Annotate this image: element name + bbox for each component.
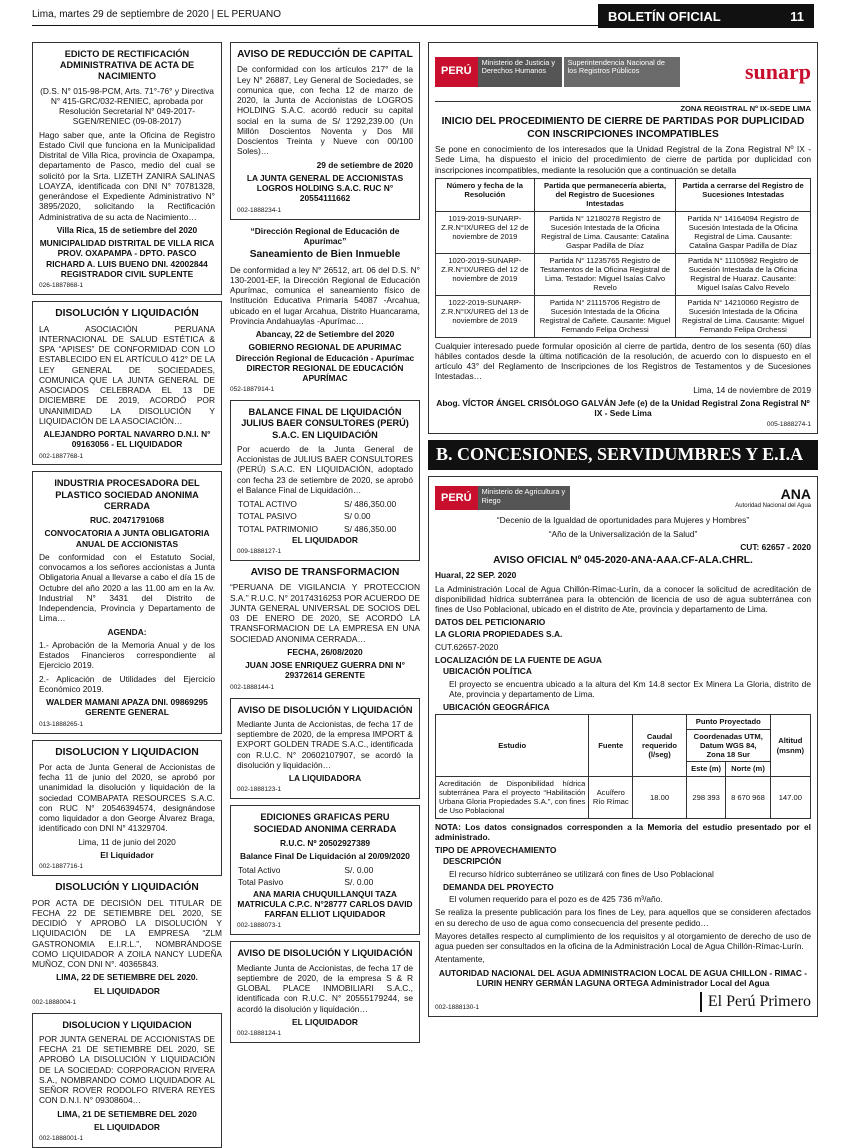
- notice-corporacion: [32, 1013, 222, 1148]
- agenda-item: 2.- Aplicación de Utilidades del Ejercicio Económico 2019.: [39, 673, 215, 694]
- notice-saneamiento: [230, 226, 420, 395]
- notice-body: Mediante Junta de Accionistas, de fecha 17 de septiembre de 2020, de la empresa S & R GLOBAL PLACE INMOBILIARI S.A.C., identificada con R.U.C. N° 20555179244, se acordó la disolución y liquidación…: [237, 962, 413, 1014]
- balance-value: S/. 0.00: [344, 865, 374, 876]
- balance-label: Total Activo: [238, 865, 281, 876]
- table-row: [436, 776, 811, 818]
- table-header: Partida a cerrarse del Registro de Sucesiones Intestadas: [676, 178, 811, 211]
- notice-title: INDUSTRIA PROCESADORA DEL PLASTICO SOCIEDAD ANONIMA CERRADA: [54, 478, 200, 511]
- balance-value: S/. 0.00: [344, 877, 374, 888]
- notice-global: [230, 941, 420, 1043]
- notice-title: AVISO DE TRANSFORMACION: [250, 567, 400, 579]
- notice-date: LIMA, 21 DE SETIEMBRE DEL 2020: [57, 1108, 197, 1119]
- notice-balance: [230, 400, 420, 561]
- notice-subtitle: Balance Final De Liquidación al 20/09/2020: [240, 850, 410, 861]
- ana-brand-sub: Autoridad Nacional del Agua: [735, 503, 811, 510]
- use-description: El recurso hídrico subterráneo se utilizará con fines de Uso Poblacional: [449, 868, 714, 879]
- column-1: [32, 42, 222, 1143]
- section-name: BOLETÍN OFICIAL: [608, 8, 721, 24]
- notice-combapata: [32, 740, 222, 877]
- north-cell: 8 670 968: [726, 776, 770, 818]
- balance-value: S/ 486,350.00: [344, 523, 397, 534]
- notice-signer: ALEJANDRO PORTAL NAVARRO D.N.I. N° 09163056 - EL LIQUIDADOR: [43, 429, 211, 450]
- balance-label: Total Pasivo: [238, 877, 284, 888]
- notice-signer: WALDER MAMANI APAZA DNI. 09869295 GERENTE GENERAL: [46, 697, 208, 718]
- page-header: [0, 0, 850, 38]
- notice-signer: AUTORIDAD NACIONAL DEL AGUA ADMINISTRACION LOCAL DE AGUA CHILLON - RIMAC - LURIN HENRY GERMÁN LAGUNA ORTEGA Administrador Local del Agua: [438, 967, 808, 988]
- year-motto: “Año de la Universalización de la Salud”: [548, 528, 698, 539]
- notice-ref: 002-1887768-1: [39, 452, 84, 460]
- ministry-label: Ministerio de Justicia y Derechos Humanos: [478, 57, 562, 87]
- notice-ref: 026-1887868-1: [39, 282, 84, 290]
- open-partida-cell: Partida N° 11235765 Registro de Testamentos de la Oficina Registral de Lima. Testador: Miguel Isaías Calvo Revelo: [534, 253, 676, 295]
- cut-number: CUT: 62657 - 2020: [740, 541, 811, 552]
- notice-apises: [32, 301, 222, 465]
- resolution-cell: 1020-2019-SUNARP-Z.R.N°IX/UREG del 12 de noviembre de 2019: [436, 253, 535, 295]
- flow-cell: 18.00: [633, 776, 687, 818]
- table-header: Caudal requerido (l/seg): [633, 715, 687, 776]
- notice-title: AVISO DE REDUCCIÓN DE CAPITAL: [237, 49, 413, 60]
- table-row: [436, 253, 811, 295]
- notice-title: AVISO OFICIAL Nº 045-2020-ANA-AAA.CF-ALA.CHRL.: [493, 555, 753, 567]
- section-heading: B. CONCESIONES, SERVIDUMBRES Y E.I.A: [428, 440, 818, 470]
- section-label: LOCALIZACIÓN DE LA FUENTE DE AGUA: [435, 655, 602, 666]
- notice-title: Saneamiento de Bien Inmueble: [249, 249, 401, 261]
- notice-date: 29 de setiembre de 2020: [316, 159, 413, 170]
- notice-body: De conformidad con el Estatuto Social, convocamos a los señores accionistas a Junta Obligatoria Anual a llevarse a cabo el día 15 de Octubre del año 2020 a las 11.00 am en la Av. Industrial N° 3431 del Distrito de Independencia, Provincia y Departamento de Lima…: [39, 551, 215, 624]
- notice-sunarp: [428, 42, 818, 434]
- sunarp-brand: sunarp: [744, 58, 811, 84]
- table-header-row: [436, 178, 811, 211]
- peru-flag-label: PERÚ: [435, 57, 478, 87]
- notice-title: AVISO DE DISOLUCIÓN Y LIQUIDACIÓN: [237, 704, 413, 715]
- ana-brand: ANA: [780, 486, 811, 503]
- close-partida-cell: Partida N° 11105982 Registro de Sucesión Intestada de la Oficina Registral de Huaraz. Causante: Miguel Isaías Calvo Revelo: [676, 253, 811, 295]
- notice-signer: Abog. VÍCTOR ÁNGEL CRISÓLOGO GALVÁN Jefe (e) de la Unidad Registral Zona Registral Nº IX - Sede Lima: [436, 397, 810, 419]
- balance-value: S/ 486,350.00: [344, 499, 397, 510]
- close-partida-cell: Partida N° 14210060 Registro de Sucesión Intestada de la Oficina Registral de Lima. Causante: Miguel Fernando Felipa Orchessi: [676, 295, 811, 337]
- notice-title: EDICTO DE RECTIFICACIÓN ADMINISTRATIVA DE ACTA DE NACIMIENTO: [59, 49, 195, 82]
- notice-date: Abancay, 22 de Setiembre del 2020: [255, 329, 395, 340]
- notice-ref: 052-1887914-1: [230, 386, 275, 394]
- notice-body: De conformidad a ley N° 26512, art. 06 del D.S. N° 130-2001-EF, la Dirección Regional de Educación Apurímac, comunica el saneamiento físico de Institución Educativa Primaria 54087 -Arcahua, ubicado en el lugar Arcahua, Distrito Huancarama, Provincia Andahuaylas -Apurímac…: [230, 264, 420, 326]
- gov-logo: [435, 57, 680, 87]
- notice-place: Villa Rica, 15 de setiembre del 2020: [56, 224, 198, 235]
- notice-intro: Se pone en conocimiento de los interesados que la Unidad Registral de la Zona Registral Nº IX - Sede Lima, ha dispuesto el inicio del procedimiento de cierre de partida por duplicidad con inscripciones incompatibles, mediante la resolución que a continuación se detalla: [435, 144, 811, 175]
- close-partida-cell: Partida N° 14164094 Registro de Sucesión Intestada de la Oficina Registral de Lima. Causante: Catalina Gaspar Padilla de Díaz: [676, 211, 811, 253]
- notice-body: Mediante Junta de Accionistas, de fecha 17 de septiembre de 2020, de la empresa IMPORT & EXPORT GOLDEN TRADE S.A.C., identificada con R.U.C. N° 20602107907, se acordó la disolución y liquidación…: [237, 718, 413, 770]
- agenda-item: 1.- Aprobación de la Memoria Anual y de los Estados Financieros correspondiente al Ejercicio 2019.: [39, 639, 215, 671]
- balance-row: [237, 523, 413, 535]
- open-partida-cell: Partida N° 12180278 Registro de Sucesión Intestada de la Oficina Registral de Lima. Causante: Catalina Gaspar Padilla de Díaz: [534, 211, 676, 253]
- ana-logo: [735, 486, 811, 510]
- balance-table: [237, 498, 413, 535]
- table-header: Coordenadas UTM, Datum WGS 84, Zona 18 Sur: [686, 729, 770, 762]
- notice-ref: 002-1887716-1: [39, 863, 84, 871]
- table-header: Punto Proyectado: [686, 715, 770, 729]
- notice-date: Huaral, 22 SEP. 2020: [435, 570, 517, 581]
- notice-body: LA ASOCIACIÓN PERUANA INTERNACIONAL DE SALUD ESTÉTICA & SPA “APISES” DE CONFORMIDAD CON LO ESTABLECIDO EN EL ARTÍCULO 412° DE LA LEY GENERAL DE SOCIEDADES, COMUNICA QUE LA JUNTA GENERAL DE ASOCIADOS CELEBRADA EL 13 DE DICIEMBRE DE 2019, ACORDÓ POR UNANIMIDAD LA DISOLUCIÓN Y LIQUIDACIÓN DE LA ASOCIACIÓN…: [39, 323, 215, 426]
- table-header: Norte (m): [726, 762, 770, 776]
- date-line: Lima, martes 29 de septiembre de 2020 | EL PERUANO: [32, 9, 282, 20]
- table-header: Número y fecha de la Resolución: [436, 178, 535, 211]
- study-cell: Acreditación de Disponibilidad hídrica subterránea Para el proyecto “Habilitación Urbana Gloria Propiedades S.A.”, con fines de Uso Poblacional: [436, 776, 589, 818]
- notice-intro: La Administración Local de Agua Chillón-Rímac-Lurín, da a conocer la solicitud de acreditación de disponibilidad hídrica subterránea para la obtención de licencia de uso de agua subterránea con fines de Uso Poblacional, ubicado en el distrito de Ate, provincia y departamento de Lima.: [435, 583, 811, 615]
- notice-signer: EL LIQUIDADOR: [292, 1016, 358, 1027]
- column-3: [428, 42, 818, 1058]
- agenda-label: AGENDA:: [107, 626, 147, 637]
- altitude-cell: 147.00: [770, 776, 810, 818]
- notice-signer: El Liquidador: [100, 849, 154, 860]
- gov-logo: [435, 486, 570, 510]
- notice-signer: MUNICIPALIDAD DISTRITAL DE VILLA RICA PROV. OXAPAMPA - DPTO. PASCO RICHARD A. LUIS BUENO DNI. 42002844 REGISTRADOR CIVIL SUPLENTE: [39, 238, 215, 279]
- balance-label: TOTAL ACTIVO: [238, 499, 297, 510]
- balance-row: [237, 864, 413, 876]
- notice-title: AVISO DE DISOLUCIÓN Y LIQUIDACIÓN: [237, 948, 413, 959]
- section-band: [598, 4, 814, 28]
- notice-signer: GOBIERNO REGIONAL DE APURIMAC Dirección Regional de Educación - Apurímac DIRECTOR REGIONAL DE EDUCACIÓN APURÍMAC: [235, 342, 415, 384]
- balance-row: [237, 510, 413, 522]
- notice-body: Por acuerdo de la Junta General de Accionistas de JULIUS BAER CONSULTORES (PERÚ) S.A.C. EN LIQUIDACIÓN, adoptado con fecha 23 de setiembre de 2020, se aprobó el Balance Final de Liquidación…: [237, 443, 413, 495]
- notice-zlm: [32, 882, 222, 1007]
- table-note: NOTA: Los datos consignados corresponden a la Memoria del estudio presentado por el administrado.: [435, 821, 811, 842]
- table-row: [436, 295, 811, 337]
- notice-kicker: “Dirección Regional de Educación de Apurímac”: [250, 225, 400, 246]
- notice-outro: Cualquier interesado puede formular oposición al cierre de partida, dentro de los sesenta (60) días hábiles contados desde la última notificación de la resolución, de acuerdo con lo dispuesto en el artículo 43° del Reglamento de Inscripciones de los Registros de Testamentos y de Sucesiones Intestadas…: [435, 340, 811, 382]
- demand-description: El volumen requerido para el pozo es de 425 736 m³/año.: [449, 894, 663, 905]
- table-header: Estudio: [436, 715, 589, 776]
- notice-signer: JUAN JOSE ENRIQUEZ GUERRA DNI N° 29372614 GERENTE: [245, 660, 405, 681]
- political-location: El proyecto se encuentra ubicado a la altura del Km 14.8 sector Ex Minera La Gloria, distrito de Ate, provincia y departamento de Lima.: [449, 678, 811, 699]
- notice-signer: EL LIQUIDADOR: [94, 985, 160, 996]
- notice-ref: 002-1888130-1: [435, 1003, 480, 1011]
- footer-brand: El Perú Primero: [700, 992, 811, 1012]
- table-header-row: [436, 715, 811, 729]
- notice-body: De conformidad con los artículos 217° de la Ley N° 26887, Ley General de Sociedades, se comunica que, con fecha 12 de marzo de 2020, la Junta de Accionistas de LOGROS HOLDING S.A.C. acordó reducir su capital social en la suma de S/ 1'292,239.00 (Un Millón Doscientos Noventa y Dos Mil Doscientos Treinta y Nueve con 00/100 Soles)…: [237, 64, 413, 157]
- notice-signer: EL LIQUIDADOR: [94, 1121, 160, 1132]
- notice-ref: 002-1888001-1: [39, 1135, 84, 1143]
- subsection-label: DEMANDA DEL PROYECTO: [443, 881, 554, 892]
- table-header: Partida que permanecería abierta, del Registro de Sucesiones Intestadas: [534, 178, 676, 211]
- sunarp-logo-strip: [435, 43, 811, 102]
- use-list: [435, 856, 811, 866]
- balance-table: [237, 864, 413, 889]
- notice-date: Lima, 11 de junio del 2020: [78, 836, 176, 847]
- closing: Atentamente,: [435, 954, 485, 965]
- petitioner-name: LA GLORIA PROPIEDADES S.A.: [435, 628, 563, 639]
- notice-ref: 002-1888234-1: [237, 206, 282, 214]
- resolution-cell: 1019-2019-SUNARP-Z.R.N°IX/UREG del 12 de noviembre de 2019: [436, 211, 535, 253]
- notice-ref: 002-1888123-1: [237, 786, 282, 794]
- notice-ref: 002-1888124-1: [237, 1030, 282, 1038]
- ministry-label: Ministerio de Agricultura y Riego: [478, 486, 570, 510]
- notice-title: DISOLUCION Y LIQUIDACION: [55, 746, 199, 758]
- balance-label: TOTAL PATRIMONIO: [238, 523, 319, 534]
- notice-body: “PERUANA DE VIGILANCIA Y PROTECCION S.A.” R.U.C. N° 20174316253 POR ACUERDO DE JUNTA GENERAL UNIVERSAL DE SOCIOS DEL 03 DE ENERO DE 2020, SE ACORDÓ LA TRANSFORMACION DE LA EMPRESA EN UNA SOCIEDAD ANONIMA CERRADA…: [230, 582, 420, 644]
- notice-date: FECHA, 26/08/2020: [287, 646, 363, 657]
- column-2: [230, 42, 420, 1058]
- notice-body: POR JUNTA GENERAL DE ACCIONISTAS DE FECHA 21 DE SETIEMBRE DEL 2020, SE APROBÓ LA DISOLUCIÓN Y LIQUIDACIÓN DE LA SOCIEDAD: CORPORACION RIVERA S.A., NOMBRANDO COMO LIQUIDADOR AL SEÑOR ROVER RODOLFO RIVERA REYES CON D.N.I. N° 09308604…: [39, 1033, 215, 1106]
- notice-title: EDICIONES GRAFICAS PERU SOCIEDAD ANONIMA CERRADA: [253, 812, 397, 834]
- notice-title: DISOLUCIÓN Y LIQUIDACIÓN: [55, 308, 199, 320]
- notice-ref: 002-1888073-1: [237, 922, 282, 930]
- section-label: TIPO DE APROVECHAMIENTO: [435, 845, 557, 856]
- notice-ref: 005-1888274-1: [766, 421, 811, 429]
- notice-rectificacion: [32, 42, 222, 295]
- notice-ruc: R.U.C. Nº 20502927389: [279, 837, 371, 848]
- notice-transformacion: [230, 567, 420, 692]
- notice-date: LIMA, 22 DE SETIEMBRE DEL 2020.: [56, 972, 198, 983]
- table-header: Este (m): [686, 762, 725, 776]
- zone-label: ZONA REGISTRAL Nº IX-SEDE LIMA: [680, 104, 811, 113]
- notice-signer: EL LIQUIDADOR: [292, 534, 358, 545]
- notice-graficas: [230, 805, 420, 935]
- sunarp-logo: [745, 59, 811, 86]
- notice-ref: 009-1888127-1: [237, 548, 282, 556]
- notice-reduccion: [230, 42, 420, 220]
- notice-title: BALANCE FINAL DE LIQUIDACIÓN JULIUS BAER CONSULTORES (PERÚ) S.A.C. EN LIQUIDACIÓN: [241, 407, 409, 440]
- notice-footer: [435, 992, 811, 1012]
- notice-ana: [428, 476, 818, 1016]
- superintendency-label: Superintendencia Nacional de los Registros Públicos: [564, 57, 680, 87]
- notice-ref: 013-1888265-1: [39, 720, 84, 728]
- partidas-table: [435, 178, 811, 338]
- notice-ruc: RUC. 20471791068: [89, 515, 165, 526]
- notice-body: Por acta de Junta General de Accionistas de fecha 11 de junio del 2020, se aprobó por unanimidad la disolución y liquidación de la sociedad COMBAPATA RESOURCES S.A.C. con RUC N° 20546394574, designándose como liquidador a don George Álvarez Braga, identificado con DNI N° 41329704.: [39, 761, 215, 834]
- notice-signer: LA LIQUIDADORA: [288, 773, 362, 784]
- balance-row: [237, 498, 413, 510]
- balance-label: TOTAL PASIVO: [238, 511, 297, 522]
- notice-title: INICIO DEL PROCEDIMIENTO DE CIERRE DE PARTIDAS POR DUPLICIDAD CON INSCRIPCIONES INCOMPATIBLES: [441, 116, 805, 140]
- subsection-label: DESCRIPCIÓN: [443, 856, 502, 867]
- notice-body: POR ACTA DE DECISIÓN DEL TITULAR DE FECHA 22 DE SETIEMBRE DEL 2020, SE DECIDIÓ Y APROBÓ LA DISOLUCIÓN Y LIQUIDACIÓN DE LA EMPRESA “ZLM GASTRONOMIA E.I.R.L.”, NOMBRÁNDOSE COMO LIQUIDADOR A ZOILA NANCY LUDEÑA MUÑOZ, CON DNI N°. 40365843.: [32, 897, 222, 970]
- notice-ref: 002-1888004-1: [32, 998, 77, 1006]
- notice-signer: ANA MARIA CHUQUILLANQUI TAZA MATRICULA C.P.C. N°28777 CARLOS DAVID FARFAN ELLIOT LIQUIDADOR: [237, 888, 413, 920]
- page-number: 11: [790, 8, 804, 24]
- subsection-label: UBICACIÓN GEOGRÁFICA: [443, 702, 550, 713]
- open-partida-cell: Partida N° 21115706 Registro de Sucesión Intestada de la Oficina Registral de Cañete. Causante: Miguel Fernando Felipa Orchessi: [534, 295, 676, 337]
- ana-logo-strip: [435, 481, 811, 515]
- east-cell: 298 393: [686, 776, 725, 818]
- section-label: DATOS DEL PETICIONARIO: [435, 617, 546, 628]
- table-header: Fuente: [589, 715, 633, 776]
- demand-list: [435, 882, 811, 892]
- notice-signer: LA JUNTA GENERAL DE ACCIONISTAS LOGROS HOLDING S.A.C. RUC N° 20554111662: [246, 172, 404, 204]
- balance-row: [237, 876, 413, 888]
- table-header: Altitud (msnm): [770, 715, 810, 776]
- notice-date: Lima, 14 de noviembre de 2019: [693, 384, 811, 395]
- notice-subtitle: CONVOCATORIA A JUNTA OBLIGATORIA ANUAL DE ACCIONISTAS: [44, 528, 210, 549]
- location-list: [435, 666, 811, 676]
- notice-paragraph: Se realiza la presente publicación para los fines de Ley, para aquellos que se consideren afectados en su derecho de uso de agua como consecuencia del presente pedido…: [435, 907, 811, 928]
- petitioner-cut: CUT.62657-2020: [435, 641, 499, 652]
- notice-body: Hago saber que, ante la Oficina de Registro Estado Civil que funciona en la Municipalidad Distrital de Villa Rica, provincia de Oxapampa, departamento de Pasco, medio del cual se solicitó por la Srta. LIZETH ZANIRA SALINAS LOAYZA, identificada con DNI N° 70781328, generándose el Expediente Administrativo N° 3895/2020, solicitando la Rectificación Administrativa de su acta de Nacimiento…: [39, 129, 215, 222]
- geo-list: [435, 702, 811, 712]
- resolution-cell: 1022-2019-SUNARP-Z.R.N°IX/UREG del 13 de noviembre de 2019: [436, 295, 535, 337]
- notice-plastico: [32, 471, 222, 733]
- table-row: [436, 211, 811, 253]
- notice-title: DISOLUCION Y LIQUIDACION: [62, 1019, 192, 1030]
- notice-legal: (D.S. N° 015-98-PCM, Arts. 71°-76° y Directiva N° 415-GRC/032-RENIEC, aprobada por Resolución Secretarial N° 049-2017-SGEN/RENIEC (09-08-2017): [40, 85, 214, 127]
- notice-golden: [230, 698, 420, 800]
- notice-ref: 002-1888144-1: [230, 683, 275, 691]
- source-cell: Acuífero Río Rímac: [589, 776, 633, 818]
- notice-title: DISOLUCIÓN Y LIQUIDACIÓN: [55, 882, 199, 894]
- header-rule: [32, 25, 600, 26]
- peru-flag-label: PERÚ: [435, 486, 478, 510]
- notice-paragraph: Mayores detalles respecto al cumplimiento de los requisitos y al otorgamiento de derecho de uso de agua pueden ser consultados en la oficina de la Administración Local de Agua Chillón-Rímac-Lurín.: [435, 930, 811, 952]
- balance-value: S/ 0.00: [344, 511, 371, 522]
- water-source-table: [435, 714, 811, 818]
- decade-motto: “Decenio de la Igualdad de oportunidades para Mujeres y Hombres”: [496, 515, 750, 526]
- subsection-label: UBICACIÓN POLÍTICA: [443, 666, 532, 677]
